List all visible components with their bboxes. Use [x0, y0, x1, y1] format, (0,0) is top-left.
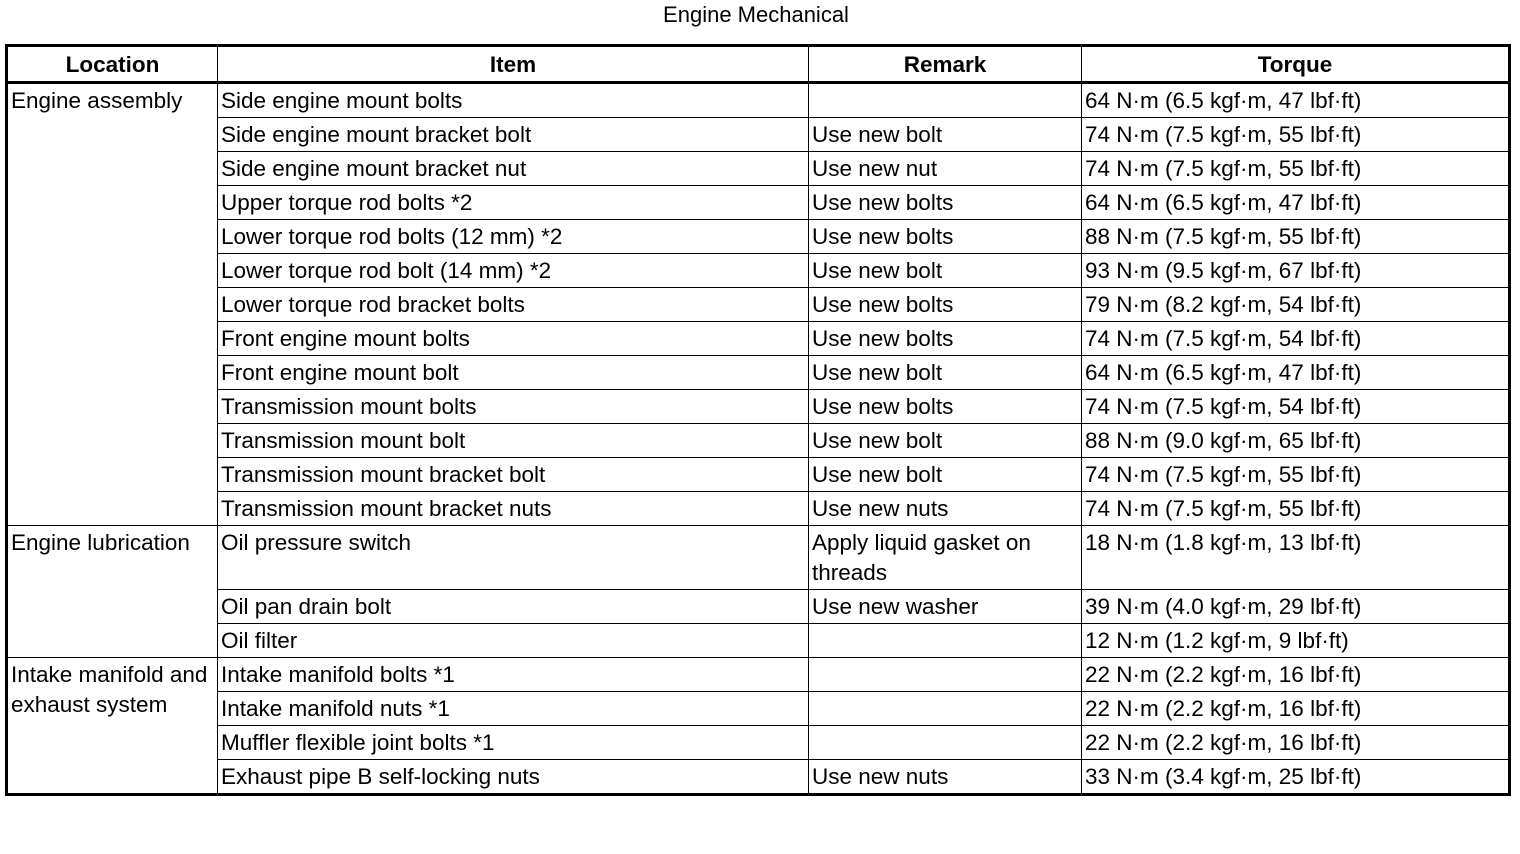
remark-cell — [809, 658, 1082, 692]
torque-cell: 74 N·m (7.5 kgf·m, 54 lbf·ft) — [1082, 390, 1510, 424]
column-header-torque: Torque — [1082, 46, 1510, 83]
table-row — [7, 356, 1510, 390]
item-cell: Side engine mount bolts — [218, 83, 809, 118]
item-cell: Side engine mount bracket bolt — [218, 118, 809, 152]
table-row — [7, 458, 1510, 492]
table-body — [7, 83, 1510, 795]
remark-cell — [809, 692, 1082, 726]
torque-cell: 33 N·m (3.4 kgf·m, 25 lbf·ft) — [1082, 760, 1510, 795]
remark-cell — [809, 624, 1082, 658]
item-cell: Transmission mount bracket bolt — [218, 458, 809, 492]
table-row — [7, 590, 1510, 624]
item-cell: Side engine mount bracket nut — [218, 152, 809, 186]
torque-cell: 88 N·m (9.0 kgf·m, 65 lbf·ft) — [1082, 424, 1510, 458]
table-row — [7, 492, 1510, 526]
table-row — [7, 760, 1510, 795]
table-row — [7, 288, 1510, 322]
remark-cell: Use new bolts — [809, 288, 1082, 322]
item-cell: Muffler flexible joint bolts *1 — [218, 726, 809, 760]
table-row — [7, 254, 1510, 288]
remark-cell: Use new bolts — [809, 186, 1082, 220]
torque-cell: 64 N·m (6.5 kgf·m, 47 lbf·ft) — [1082, 186, 1510, 220]
torque-cell: 12 N·m (1.2 kgf·m, 9 lbf·ft) — [1082, 624, 1510, 658]
remark-cell — [809, 83, 1082, 118]
item-cell: Transmission mount bolt — [218, 424, 809, 458]
remark-cell: Use new bolts — [809, 220, 1082, 254]
remark-cell: Use new bolt — [809, 356, 1082, 390]
remark-cell: Use new bolts — [809, 322, 1082, 356]
remark-cell: Use new bolt — [809, 118, 1082, 152]
item-cell: Exhaust pipe B self-locking nuts — [218, 760, 809, 795]
table-row — [7, 118, 1510, 152]
torque-cell: 22 N·m (2.2 kgf·m, 16 lbf·ft) — [1082, 692, 1510, 726]
item-cell: Lower torque rod bracket bolts — [218, 288, 809, 322]
column-header-location: Location — [7, 46, 218, 83]
torque-cell: 88 N·m (7.5 kgf·m, 55 lbf·ft) — [1082, 220, 1510, 254]
torque-cell: 74 N·m (7.5 kgf·m, 54 lbf·ft) — [1082, 322, 1510, 356]
torque-specification-table — [5, 44, 1511, 796]
remark-cell: Use new nut — [809, 152, 1082, 186]
location-cell: Engine assembly — [7, 83, 218, 526]
table-row — [7, 220, 1510, 254]
remark-cell: Use new bolt — [809, 424, 1082, 458]
torque-cell: 39 N·m (4.0 kgf·m, 29 lbf·ft) — [1082, 590, 1510, 624]
table-row — [7, 726, 1510, 760]
item-cell: Intake manifold nuts *1 — [218, 692, 809, 726]
torque-cell: 64 N·m (6.5 kgf·m, 47 lbf·ft) — [1082, 83, 1510, 118]
table-header-row — [7, 46, 1510, 83]
page-title: Engine Mechanical — [663, 2, 849, 27]
item-cell: Lower torque rod bolt (14 mm) *2 — [218, 254, 809, 288]
item-cell: Oil pan drain bolt — [218, 590, 809, 624]
table-row — [7, 186, 1510, 220]
table-row — [7, 152, 1510, 186]
remark-cell — [809, 726, 1082, 760]
remark-cell: Use new nuts — [809, 760, 1082, 795]
torque-cell: 74 N·m (7.5 kgf·m, 55 lbf·ft) — [1082, 458, 1510, 492]
torque-cell: 64 N·m (6.5 kgf·m, 47 lbf·ft) — [1082, 356, 1510, 390]
table-row — [7, 322, 1510, 356]
torque-cell: 93 N·m (9.5 kgf·m, 67 lbf·ft) — [1082, 254, 1510, 288]
remark-cell: Use new bolt — [809, 254, 1082, 288]
location-cell: Engine lubrication — [7, 526, 218, 658]
item-cell: Transmission mount bracket nuts — [218, 492, 809, 526]
table-row — [7, 83, 1510, 118]
table-row — [7, 658, 1510, 692]
torque-cell: 74 N·m (7.5 kgf·m, 55 lbf·ft) — [1082, 492, 1510, 526]
column-header-item: Item — [218, 46, 809, 83]
item-cell: Front engine mount bolt — [218, 356, 809, 390]
item-cell: Transmission mount bolts — [218, 390, 809, 424]
torque-cell: 74 N·m (7.5 kgf·m, 55 lbf·ft) — [1082, 152, 1510, 186]
torque-cell: 22 N·m (2.2 kgf·m, 16 lbf·ft) — [1082, 658, 1510, 692]
item-cell: Oil pressure switch — [218, 526, 809, 590]
location-cell: Intake manifold and exhaust system — [7, 658, 218, 795]
table-row — [7, 390, 1510, 424]
item-cell: Lower torque rod bolts (12 mm) *2 — [218, 220, 809, 254]
table-row — [7, 624, 1510, 658]
item-cell: Upper torque rod bolts *2 — [218, 186, 809, 220]
torque-cell: 74 N·m (7.5 kgf·m, 55 lbf·ft) — [1082, 118, 1510, 152]
table-row — [7, 424, 1510, 458]
table-row — [7, 692, 1510, 726]
torque-cell: 79 N·m (8.2 kgf·m, 54 lbf·ft) — [1082, 288, 1510, 322]
remark-cell: Use new bolts — [809, 390, 1082, 424]
item-cell: Front engine mount bolts — [218, 322, 809, 356]
remark-cell: Use new bolt — [809, 458, 1082, 492]
remark-cell: Use new nuts — [809, 492, 1082, 526]
item-cell: Oil filter — [218, 624, 809, 658]
column-header-remark: Remark — [809, 46, 1082, 83]
item-cell: Intake manifold bolts *1 — [218, 658, 809, 692]
remark-cell: Apply liquid gasket on threads — [809, 526, 1082, 590]
torque-cell: 18 N·m (1.8 kgf·m, 13 lbf·ft) — [1082, 526, 1510, 590]
table-row — [7, 526, 1510, 590]
remark-cell: Use new washer — [809, 590, 1082, 624]
torque-cell: 22 N·m (2.2 kgf·m, 16 lbf·ft) — [1082, 726, 1510, 760]
